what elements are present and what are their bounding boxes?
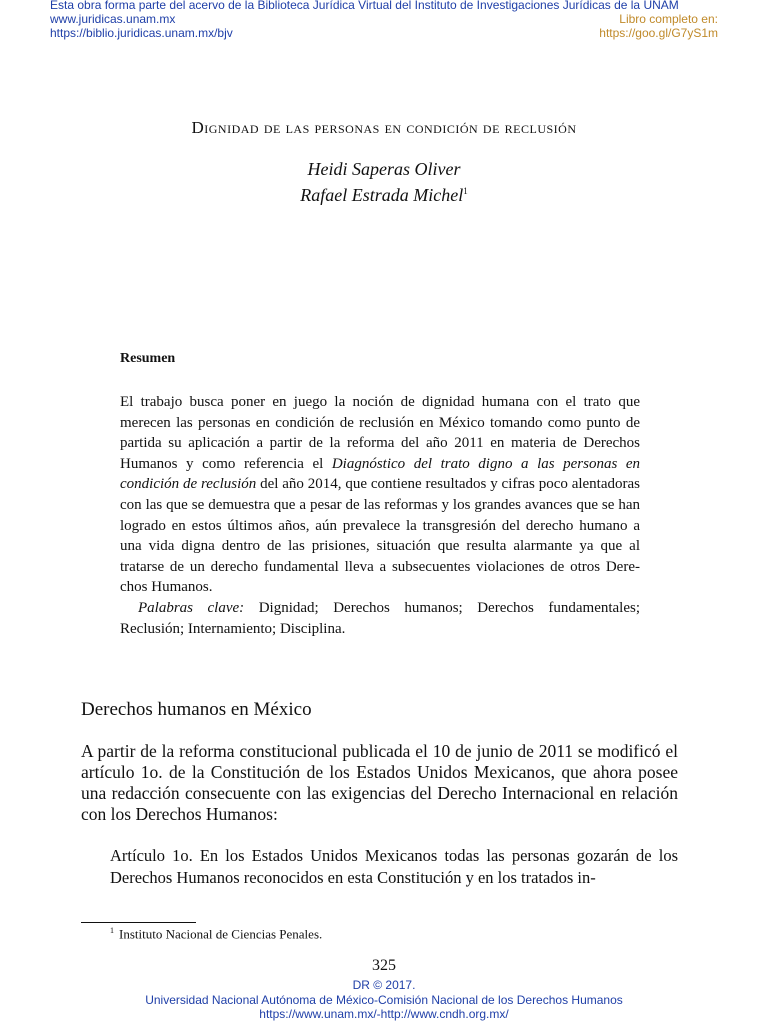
body-paragraph: A partir de la reforma constitucional publicada el 10 de junio de 2011 se modificó el artículo 1o. de la Constitución de los Estados Unidos Mexicanos, que ahora posee una redacción consecuente con las exigencias del Derecho Internacional en relación con los Derechos Humanos: bbox=[81, 741, 678, 824]
juridicas-link[interactable]: www.juridicas.unam.mx bbox=[50, 12, 176, 26]
document-title: Dignidad de las personas en condición de reclusión bbox=[191, 118, 577, 137]
publisher-line: Universidad Nacional Autónoma de México-Comisión Nacional de los Derechos Humanos bbox=[145, 992, 623, 1007]
block-quote: Artículo 1o. En los Estados Unidos Mexicanos todas las personas gozarán de los Derechos Humanos reconocidos en esta Constitución y en los tratados in- bbox=[110, 846, 678, 887]
keywords-text: Dignidad; Derechos humanos; Derechos fundamentales; Reclusión; Internamiento; Disciplina. bbox=[120, 599, 641, 637]
full-book-link[interactable]: https://goo.gl/G7yS1m bbox=[599, 26, 718, 40]
page-number: 325 bbox=[372, 957, 396, 974]
section-heading: Derechos humanos en México bbox=[81, 699, 312, 720]
abstract-body bbox=[120, 392, 640, 639]
header-book-link bbox=[599, 12, 718, 40]
abstract-cited-title: Diagnóstico del trato digno a las personas en condición de reclusión bbox=[120, 455, 640, 493]
author-name-with-note bbox=[0, 180, 768, 206]
biblio-link[interactable]: https://biblio.juridicas.unam.mx/bjv bbox=[50, 26, 233, 40]
abstract-paragraph bbox=[120, 392, 640, 598]
full-book-label: Libro completo en: bbox=[619, 12, 718, 26]
footnote bbox=[110, 926, 322, 942]
abstract-text: El trabajo busca poner en juego la noción de dignidad humana con el trato que merecen las personas en condición de reclusión en México tomando como punto de partida su aplicación a partir de la reforma del año 2011 en materia de Derechos Humanos y como referencia el bbox=[120, 394, 640, 472]
keywords-paragraph bbox=[120, 598, 640, 639]
author-name: Heidi Saperas Oliver bbox=[307, 159, 461, 179]
footnote-text: Instituto Nacional de Ciencias Penales. bbox=[119, 926, 323, 942]
publisher-links[interactable]: https://www.unam.mx/-http://www.cndh.org.mx/ bbox=[259, 1007, 509, 1021]
footnote-divider bbox=[81, 922, 196, 923]
footnote-mark: 1 bbox=[110, 926, 114, 935]
abstract-text: del año 2014, que contiene resultados y cifras poco alentadoras con las que se demuestra que a pesar de las reformas y los grandes avances que se han logrado en estos últimos años, aún prevalece la transgresión del derecho humano a una vida digna dentro de las prisiones, situación que resulta alarmante ya que al tratarse de un derecho fundamental lleva a subsecuentes violaciones de otros Derechos Humanos. bbox=[120, 476, 640, 596]
copyright-line: DR © 2017. bbox=[352, 978, 416, 992]
header-source-info bbox=[50, 0, 679, 40]
header-source-line: Esta obra forma parte del acervo de la Biblioteca Jurídica Virtual del Instituto de Investigaciones Jurídicas de la UNAM bbox=[50, 0, 679, 12]
footnote-reference[interactable]: 1 bbox=[463, 186, 468, 196]
keywords-label: Palabras clave: bbox=[138, 599, 245, 616]
footer-copyright bbox=[0, 978, 768, 1022]
author-name: Rafael Estrada Michel bbox=[300, 185, 464, 205]
abstract-heading: Resumen bbox=[120, 351, 176, 366]
authors-block bbox=[0, 158, 768, 206]
